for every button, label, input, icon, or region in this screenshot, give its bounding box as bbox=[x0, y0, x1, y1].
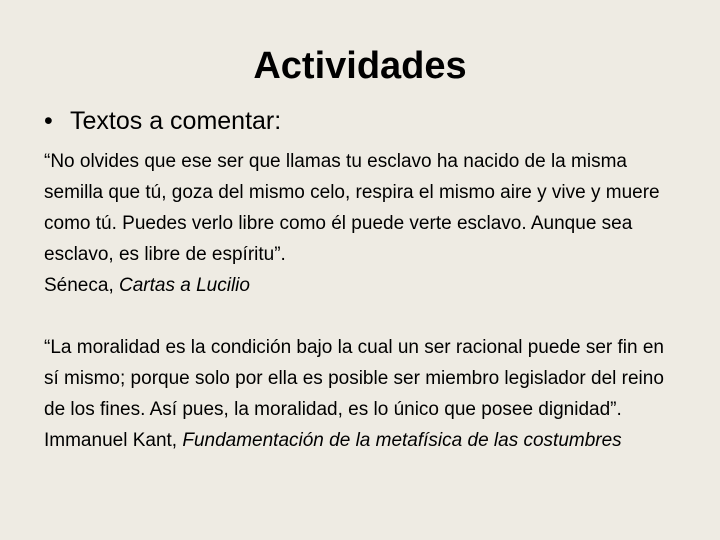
quote-text: “No olvides que ese ser que llamas tu esclavo ha nacido de la misma semilla que tú, goza del mismo celo, respira el mismo aire y vive y muere como tú. Puedes verlo libre como él puede verte esclavo. Aunque sea esclavo, es libre de espíritu”. bbox=[44, 151, 660, 265]
quote-block-seneca bbox=[44, 146, 684, 301]
bullet-icon: • bbox=[44, 107, 53, 135]
citation-author: Immanuel Kant, bbox=[44, 430, 183, 451]
bullet-text: Textos a comentar: bbox=[70, 107, 282, 135]
quote-block-kant bbox=[44, 332, 684, 456]
bullet-item bbox=[44, 106, 281, 136]
slide-title bbox=[0, 44, 720, 90]
quote-citation bbox=[44, 270, 684, 301]
citation-author: Séneca, bbox=[44, 275, 119, 296]
quote-citation bbox=[44, 425, 684, 456]
quote-text: “La moralidad es la condición bajo la cual un ser racional puede ser fin en sí mismo; porque solo por ella es posible ser miembro legislador del reino de los fines. Así pues, la moralidad, es lo único que posee dignidad”. bbox=[44, 337, 664, 420]
citation-work: Fundamentación de la metafísica de las costumbres bbox=[182, 430, 622, 451]
citation-work: Cartas a Lucilio bbox=[119, 275, 250, 296]
slide-title-text: Actividades bbox=[253, 45, 467, 87]
